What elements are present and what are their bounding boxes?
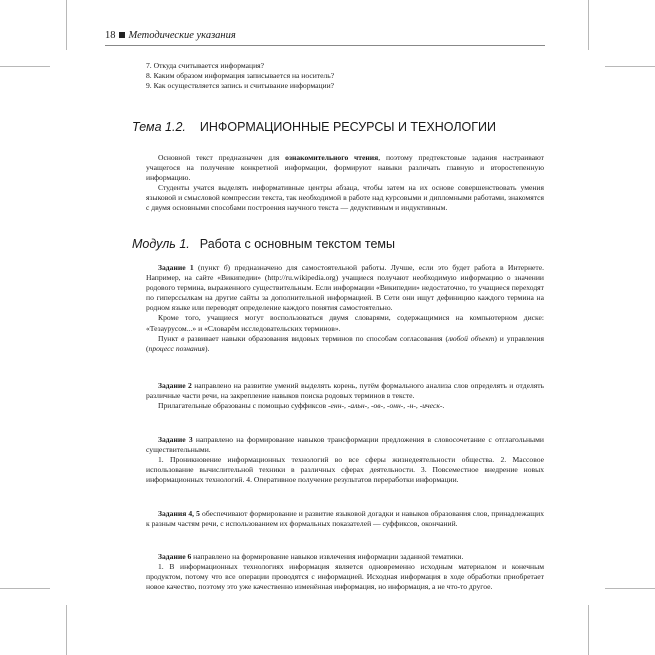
text-run: Пункт [158,333,182,343]
intro-section [146,153,544,214]
text-run: направлено на развитие умений выделять корень, путём формального анализа слов определять и отделять различные части речи, на закрепление навыков поиска родовых терминов в тексте. [146,381,545,401]
italic-run: в [181,333,185,343]
text-run: , поэтому предтекстовые задания настраивают учащегося на получение конкретной информации, формируют навыки различать главную и второстепенную информацию. [146,153,544,183]
task-lead: Задание 3 [158,435,193,444]
text-run: . [442,401,445,411]
task-6-section [146,552,544,592]
text-run: направлено на формирование навыков извлечения информации заданной тематики. [191,552,464,561]
module-heading [132,237,552,251]
text-run: развивает навыки образования видовых терминов по способам согласования ( [184,333,448,343]
text-run: ) и управления ( [146,333,545,353]
text-run: обеспечивают формирование и развитие языковой догадки и навыков образования слов, принадлежащих к разным частям речи, с использованием их формальных показателей — суффиксов, окончаний. [146,509,545,529]
crop-mark [66,0,67,50]
task-paragraph [146,334,544,354]
task-paragraph [146,435,544,455]
task-1-section [146,263,544,354]
task-paragraph: Кроме того, учащиеся могут воспользоваться двумя словарями, содержащимися на компьютерном диске: «Тезаурусом...» и «Словарём исследовательских терминов». [146,313,544,333]
task-paragraph: 1. В информационных технологиях информация является одновременно исходным материалом и конечным продуктом, потому что все операции проводятся с информацией. Исходная информация в ходе обработки приобретает новое качество, поэтому это уже качественно изменённая информация, но информация, а не что-то другое. [146,562,544,592]
crop-mark [588,0,589,50]
topic-heading [132,120,552,134]
task-paragraph: 1. Проникновение информационных технологий во все сферы жизнедеятельности общества. 2. Массовое использование вычислительной техники в различных сферах деятельности. 3. Повсеместное внедрение новых информационных технологий. 4. Оперативное получение результатов переработки информации. [146,455,544,485]
task-4-5-section [146,509,544,529]
task-lead: Задания 4, 5 [158,509,200,518]
question-item: 8. Каким образом информация записывается на носитель? [146,71,335,81]
question-list [146,61,334,92]
text-run: (пункт [193,263,224,272]
task-paragraph [146,552,544,562]
italic-run: -енн-, -альн-, -ов-, -онн-, -н-, -ическ- [328,401,443,411]
task-lead: Задание 6 [158,552,192,561]
task-paragraph [146,509,544,529]
task-paragraph [146,381,544,401]
bold-term: ознакомительного чтения [285,153,379,162]
square-bullet-icon [119,32,125,38]
intro-paragraph: Студенты учатся выделять информативные центры абзаца, чтобы затем на их основе совершенствовать умения языковой и смысловой компрессии текста, так необходимой в работе над курсовыми и дипломными работами, знакомятся с двумя основными способами построения научного текста — дедуктивным и индуктивным. [146,183,544,213]
task-lead: Задание 1 [158,263,194,272]
task-paragraph [146,263,544,313]
text-run: направлено на формирование навыков трансформации предложения в словосочетание с отглагольными существительными. [146,435,544,455]
task-3-section [146,435,544,485]
page-number: 18 [105,30,116,41]
header-subtitle: Методические указания [128,30,236,41]
task-2-section [146,381,544,411]
module-title: Работа с основным текстом темы [199,237,395,251]
crop-mark [0,66,50,67]
running-header [105,28,545,44]
question-item: 9. Как осуществляется запись и считывание информации? [146,81,335,91]
crop-mark [588,605,589,655]
crop-mark [0,588,50,589]
topic-title: ИНФОРМАЦИОННЫЕ РЕСУРСЫ И ТЕХНОЛОГИИ [199,120,496,134]
module-label: Модуль 1. [132,237,190,251]
crop-mark [605,588,655,589]
intro-paragraph [146,153,544,183]
text-run: Прилагательные образованы с помощью суффиксов [158,401,329,411]
topic-label: Тема 1.2. [132,120,186,134]
crop-mark [605,66,655,67]
text-run: Основной текст предназначен для [158,153,286,162]
text-run: ) предназначено для самостоятельной работы. Лучше, если это будет работа в Интернете. Например, на сайте «Википедии» (http://ru.wikipedia.org) учащиеся получают необходимую информацию о значении родового термина, выраженного существительным. Если информации «Википедии» недостаточно, то учащиеся переходят по гиперссылкам на другие сайты за дополнительной информацией. В Сети они ищут дефиницию каждого термина на родном языке или переводят определение каждого понятия самостоятельно. [146,263,544,313]
crop-mark [66,605,67,655]
italic-run: б [223,263,228,272]
task-lead: Задание 2 [158,381,192,390]
header-rule [105,45,545,46]
italic-run: процесс познания [148,343,205,353]
text-run: ). [204,343,210,353]
task-paragraph [146,401,544,411]
italic-run: любой объект [447,333,495,343]
question-item: 7. Откуда считывается информация? [146,61,264,70]
